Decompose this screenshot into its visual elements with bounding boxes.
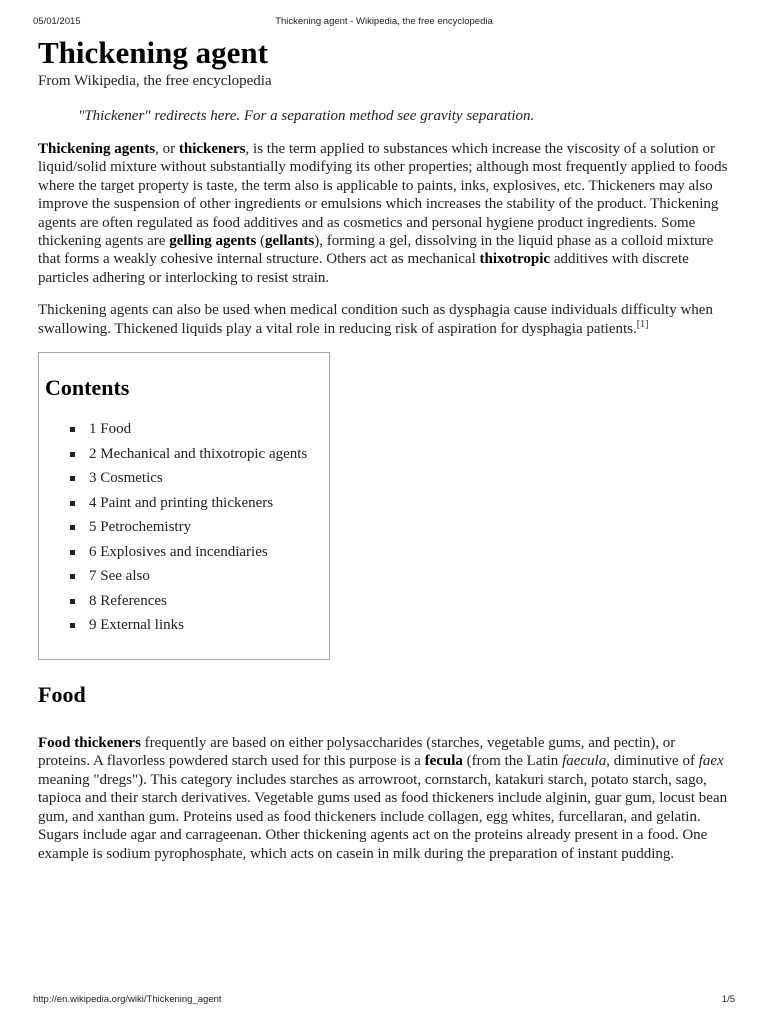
term-gelling-agents: gelling agents [169, 233, 257, 250]
print-url: http://en.wikipedia.org/wiki/Thickening_agent [33, 994, 222, 1005]
toc-item-cosmetics[interactable]: 3 Cosmetics [70, 466, 329, 491]
bullet-icon [70, 574, 75, 579]
toc-list [45, 417, 329, 638]
toc-item-mechanical[interactable]: 2 Mechanical and thixotropic agents [70, 442, 329, 467]
print-date: 05/01/2015 [33, 16, 81, 27]
section-heading-food: Food [38, 682, 86, 708]
toc-title: Contents [45, 375, 130, 401]
bullet-icon [70, 525, 75, 530]
term-fecula: fecula [424, 753, 463, 770]
toc-item-see-also[interactable]: 7 See also [70, 564, 329, 589]
page-title: Thickening agent [38, 35, 268, 70]
food-paragraph: Food thickeners frequently are based on either polysaccharides (starches, vegetable gums, and pectin), or proteins. A flavorless powdered starch used for this purpose is a fecula (from the Latin faecula, diminutive of faex meaning "dregs"). This category includes starches as arrowroot, cornstarch, katakuri starch, potato starch, sago, tapioca and their starch derivatives. Vegetable gums used as food thickeners include alginin, guar gum, locust bean gum, and xanthan gum. Proteins used as food thickeners include collagen, egg whites, furcellaran, and gelatin. Sugars include agar and carrageenan. Other thickening agents act on the proteins already present in a food. One example is sodium pyrophosphate, which acts on casein in milk during the preparation of instant pudding. [38, 735, 728, 862]
print-page-title: Thickening agent - Wikipedia, the free encyclopedia [275, 16, 493, 27]
bullet-icon [70, 623, 75, 628]
intro-paragraph-1: Thickening agents, or thickeners, is the term applied to substances which increase the viscosity of a solution or liquid/solid mixture without substantially modifying its other properties; although most frequently applied to foods where the target property is taste, the term also is applicable to paints, inks, explosives, etc. Thickeners may also improve the suspension of other ingredients or emulsions which increases the stability of the product. Thickening agents are often regulated as food additives and as cosmetics and personal hygiene product ingredients. Some thickening agents are gelling agents (gellants), forming a gel, dissolving in the liquid phase as a colloid mixture that forms a weakly cohesive internal structure. Others act as mechanical thixotropic additives with discrete particles adhering or interlocking to resist strain. [38, 141, 728, 286]
bullet-icon [70, 599, 75, 604]
bullet-icon [70, 501, 75, 506]
bullet-icon [70, 452, 75, 457]
toc-item-explosives[interactable]: 6 Explosives and incendiaries [70, 540, 329, 565]
toc-item-food[interactable]: 1 Food [70, 417, 329, 442]
site-tagline: From Wikipedia, the free encyclopedia [38, 73, 272, 89]
bullet-icon [70, 476, 75, 481]
intro-paragraph-2: Thickening agents can also be used when medical condition such as dysphagia cause individuals difficulty when swallowing. Thickened liquids play a vital role in reducing risk of aspiration for dysphagia patients.[1] [38, 302, 713, 337]
toc-item-paint[interactable]: 4 Paint and printing thickeners [70, 491, 329, 516]
print-header [33, 16, 735, 30]
term-thixotropic: thixotropic [479, 251, 551, 268]
bullet-icon [70, 550, 75, 555]
toc-item-petrochemistry[interactable]: 5 Petrochemistry [70, 515, 329, 540]
term-faecula: faecula [562, 753, 607, 770]
toc-item-external-links[interactable]: 9 External links [70, 613, 329, 638]
term-food-thickeners: Food thickeners [38, 735, 141, 752]
print-footer [33, 994, 735, 1008]
reference-link[interactable]: [1] [636, 318, 649, 330]
bullet-icon [70, 427, 75, 432]
term-thickeners: thickeners [178, 141, 246, 157]
toc-item-references[interactable]: 8 References [70, 589, 329, 614]
term-faex: faex [698, 753, 724, 770]
term-gellants: gellants [265, 233, 315, 250]
term-thickening-agents: Thickening agents [38, 141, 156, 157]
table-of-contents [38, 352, 330, 660]
print-page-number: 1/5 [721, 994, 735, 1005]
article-content [38, 34, 730, 863]
hatnote: "Thickener" redirects here. For a separation method see gravity separation. [78, 108, 535, 124]
